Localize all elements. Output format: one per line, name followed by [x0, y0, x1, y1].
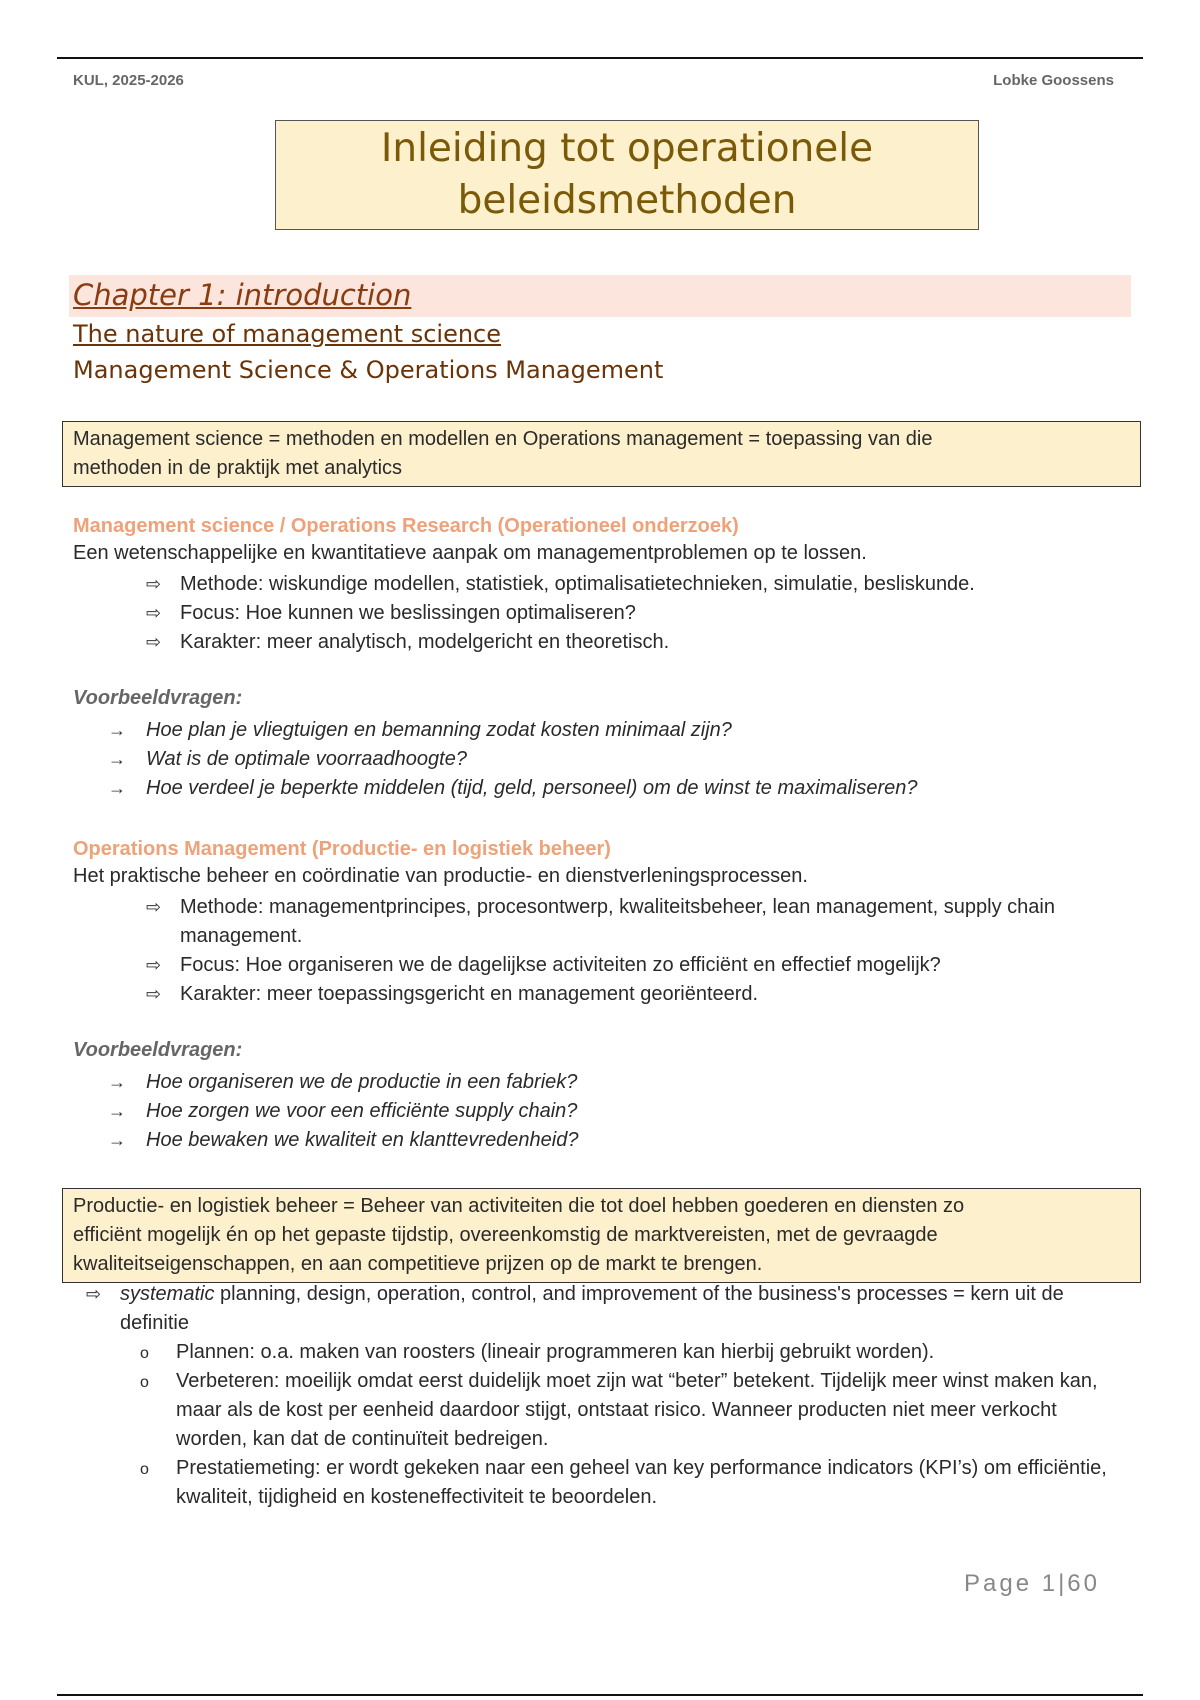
- core-sub-list: [140, 1338, 1126, 1512]
- definition-line: Productie- en logistiek beheer = Beheer van activiteiten die tot doel hebben goederen en diensten zo: [73, 1195, 965, 1217]
- om-intro: Het praktische beheer en coördinatie van productie- en dienstverleningsprocessen.: [73, 865, 808, 887]
- definition-box-production: [62, 1188, 1141, 1283]
- section-heading: The nature of management science: [73, 320, 502, 348]
- arrow-icon: ⇨: [86, 1284, 102, 1304]
- list-item: ⇨ Methode: managementprincipes, procesontwerp, kwaliteitsbeheer, lean management, supply chain management.: [180, 893, 1100, 951]
- arrow-icon: ⇨: [146, 574, 162, 594]
- circle-bullet-icon: o: [140, 1374, 149, 1391]
- subsection-heading: Management Science & Operations Management: [73, 356, 664, 384]
- emphasis-text: systematic: [120, 1283, 215, 1305]
- page-number: Page 1|60: [964, 1570, 1100, 1597]
- list-item: → Wat is de optimale voorraadhoogte?: [146, 745, 1126, 774]
- list-item: → Hoe verdeel je beperkte middelen (tijd, geld, personeel) om de winst te maximaliseren?: [146, 774, 1126, 803]
- header-author: Lobke Goossens: [993, 72, 1114, 89]
- om-examples-list: [108, 1068, 1126, 1155]
- arrow-right-icon: →: [108, 1101, 126, 1121]
- title-line-2: beleidsmethoden: [457, 178, 797, 223]
- ms-examples-list: [108, 716, 1126, 803]
- document-title: [275, 120, 979, 230]
- arrow-right-icon: →: [108, 749, 126, 769]
- definition-line: efficiënt mogelijk én op het gepaste tijdstip, overeenkomstig de marktvereisten, met de gevraagde: [73, 1224, 938, 1246]
- arrow-right-icon: →: [108, 1130, 126, 1150]
- list-item: o Plannen: o.a. maken van roosters (lineair programmeren kan hierbij gebruikt worden).: [176, 1338, 1126, 1367]
- arrow-icon: ⇨: [146, 897, 162, 917]
- bottom-rule: [57, 1694, 1143, 1696]
- ms-intro: Een wetenschappelijke en kwantitatieve aanpak om managementproblemen op te lossen.: [73, 542, 867, 564]
- arrow-icon: ⇨: [146, 984, 162, 1004]
- list-item: o Verbeteren: moeilijk omdat eerst duidelijk moet zijn wat “beter” betekent. Tijdelijk meer winst maken kan, maar als de kost per eenheid daardoor stijgt, ontstaat risico. Wanneer producten niet meer verkocht worden, kan dat de continuïteit bedreigen.: [140, 1370, 1098, 1450]
- arrow-right-icon: →: [108, 1072, 126, 1092]
- chapter-heading: Chapter 1: introduction: [73, 278, 412, 312]
- om-heading: Operations Management (Productie- en logistiek beheer): [73, 838, 611, 860]
- core-definition-list: [86, 1280, 1120, 1338]
- top-rule: [57, 57, 1143, 59]
- circle-bullet-icon: o: [140, 1345, 149, 1362]
- ms-bullet-list: [146, 570, 1100, 657]
- circle-bullet-icon: o: [140, 1461, 149, 1478]
- list-item: ⇨ systematic planning, design, operation, control, and improvement of the business's processes = kern uit de definitie: [120, 1280, 1120, 1338]
- arrow-icon: ⇨: [146, 603, 162, 623]
- header-institution: KUL, 2025-2026: [73, 72, 184, 89]
- arrow-right-icon: →: [108, 778, 126, 798]
- arrow-icon: ⇨: [146, 632, 162, 652]
- title-line-1: Inleiding tot operationele: [380, 126, 874, 171]
- arrow-icon: ⇨: [146, 955, 162, 975]
- om-bullet-list: [146, 893, 1100, 1009]
- arrow-right-icon: →: [108, 720, 126, 740]
- ms-examples-label: Voorbeeldvragen:: [73, 687, 243, 709]
- list-item: o Prestatiemeting: er wordt gekeken naar een geheel van key performance indicators (KPI’s) om efficiëntie, kwaliteit, tijdigheid en kosteneffectiviteit te beoordelen.: [140, 1457, 1107, 1508]
- definition-line: Management science = methoden en modellen en Operations management = toepassing van die: [73, 428, 933, 450]
- list-item: → Hoe zorgen we voor een efficiënte supply chain?: [146, 1097, 1126, 1126]
- om-examples-label: Voorbeeldvragen:: [73, 1039, 243, 1061]
- definition-line: methoden in de praktijk met analytics: [73, 457, 403, 479]
- list-item: ⇨ Methode: wiskundige modellen, statistiek, optimalisatietechnieken, simulatie, besliskunde.: [180, 570, 1100, 599]
- list-item: → Hoe organiseren we de productie in een fabriek?: [146, 1068, 1126, 1097]
- list-item: → Hoe bewaken we kwaliteit en klanttevredenheid?: [146, 1126, 1126, 1155]
- list-item: ⇨ Karakter: meer analytisch, modelgericht en theoretisch.: [180, 628, 1100, 657]
- list-item: → Hoe plan je vliegtuigen en bemanning zodat kosten minimaal zijn?: [146, 716, 1126, 745]
- list-item: ⇨ Focus: Hoe organiseren we de dagelijkse activiteiten zo efficiënt en effectief mogelijk?: [180, 951, 1100, 980]
- ms-heading: Management science / Operations Research (Operationeel onderzoek): [73, 515, 739, 537]
- list-item: ⇨ Karakter: meer toepassingsgericht en management georiënteerd.: [180, 980, 1100, 1009]
- definition-line: kwaliteitseigenschappen, en aan competitieve prijzen op de markt te brengen.: [73, 1253, 763, 1275]
- list-item: ⇨ Focus: Hoe kunnen we beslissingen optimaliseren?: [180, 599, 1100, 628]
- definition-box-ms-om: [62, 421, 1141, 487]
